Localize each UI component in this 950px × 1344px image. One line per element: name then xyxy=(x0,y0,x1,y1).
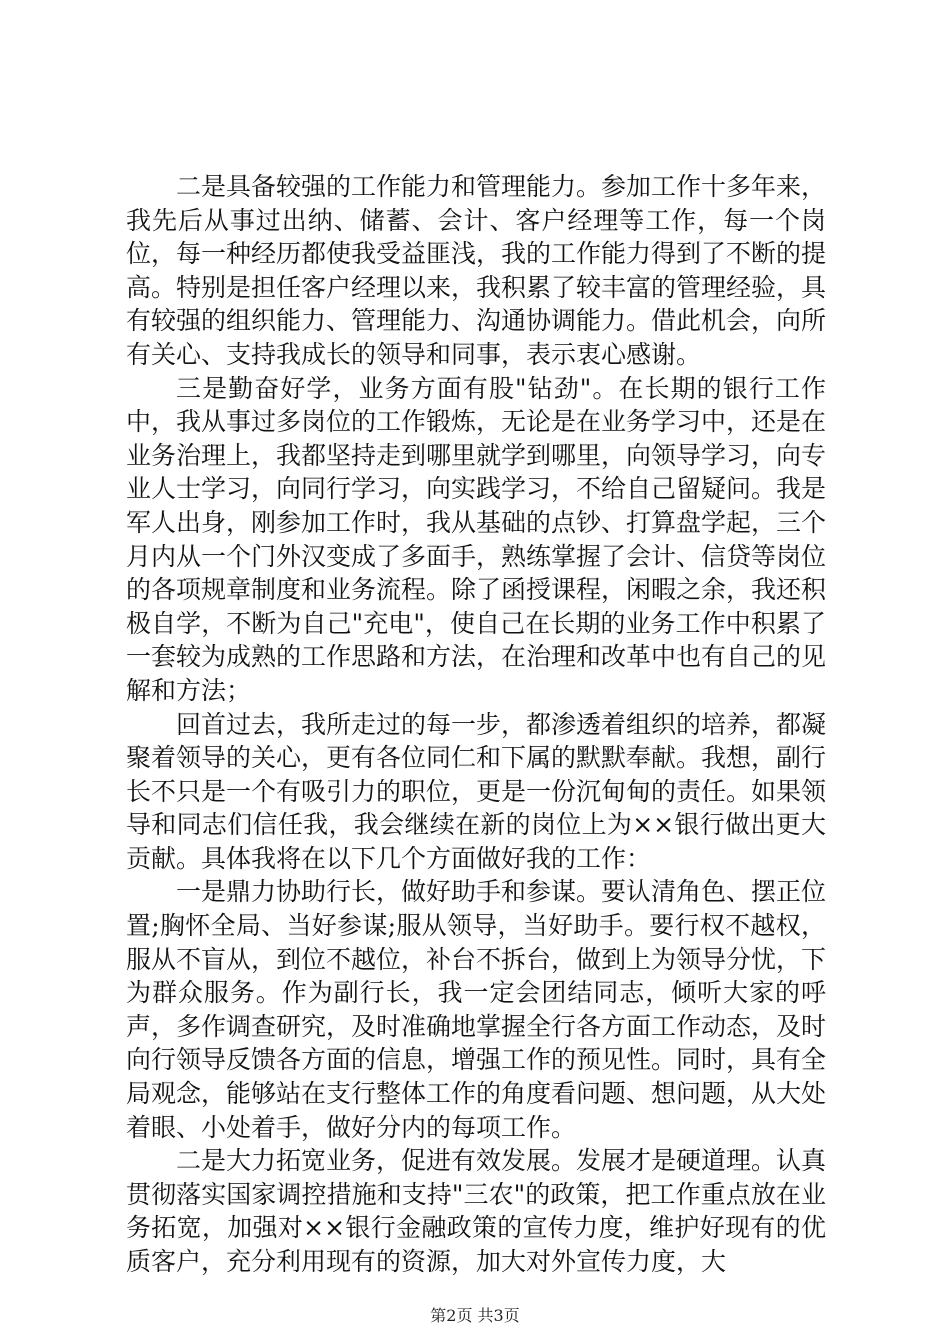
paragraph-4: 一是鼎力协助行长，做好助手和参谋。要认清角色、摆正位置;胸怀全局、当好参谋;服从领导，当好助手。要行权不越权，服从不盲从，到位不越位，补台不拆台，做到上为领导分忧，下为群众服务。作为副行长，我一定会团结同志，倾听大家的呼声，多作调查研究，及时准确地掌握全行各方面工作动态，及时向行领导反馈各方面的信息，增强工作的预见性。同时，具有全局观念，能够站在支行整体工作的角度看问题、想问题，从大处着眼、小处着手，做好分内的每项工作。 xyxy=(126,877,827,1142)
paragraph-1: 二是具备较强的工作能力和管理能力。参加工作十多年来，我先后从事过出纳、储蓄、会计、客户经理等工作，每一个岗位，每一种经历都使我受益匪浅，我的工作能力得到了不断的提高。特别是担任客户经理以来，我积累了较丰富的管理经验，具有较强的组织能力、管理能力、沟通协调能力。借此机会，向所有关心、支持我成长的领导和同事，表示衷心感谢。 xyxy=(126,172,827,369)
page-footer: 第2页 共3页 xyxy=(430,1306,520,1325)
paragraph-2: 三是勤奋好学，业务方面有股"钻劲"。在长期的银行工作中，我从事过多岗位的工作锻炼，无论是在业务学习中，还是在业务治理上，我都坚持走到哪里就学到哪里，向领导学习，向专业人士学习，向同行学习，向实践学习，不给自己留疑问。我是军人出身，刚参加工作时，我从基础的点钞、打算盘学起，三个月内从一个门外汉变成了多面手，熟练掌握了会计、信贷等岗位的各项规章制度和业务流程。除了函授课程，闲暇之余，我还积极自学，不断为自己"充电"，使自己在长期的业务工作中积累了一套较为成熟的工作思路和方法，在治理和改革中也有自己的见解和方法； xyxy=(126,373,827,705)
paragraph-5: 二是大力拓宽业务，促进有效发展。发展才是硬道理。认真贯彻落实国家调控措施和支持"三农"的政策，把工作重点放在业务拓宽，加强对××银行金融政策的宣传力度，维护好现有的优质客户，充分利用现有的资源，加大对外宣传力度，大 xyxy=(126,1146,827,1276)
body-text xyxy=(126,170,826,1279)
paragraph-3: 回首过去，我所走过的每一步，都渗透着组织的培养，都凝聚着领导的关心，更有各位同仁和下属的默默奉献。我想，副行长不只是一个有吸引力的职位，更是一份沉甸甸的责任。如果领导和同志们信任我，我会继续在新的岗位上为××银行做出更大贡献。具体我将在以下几个方面做好我的工作： xyxy=(126,709,827,873)
